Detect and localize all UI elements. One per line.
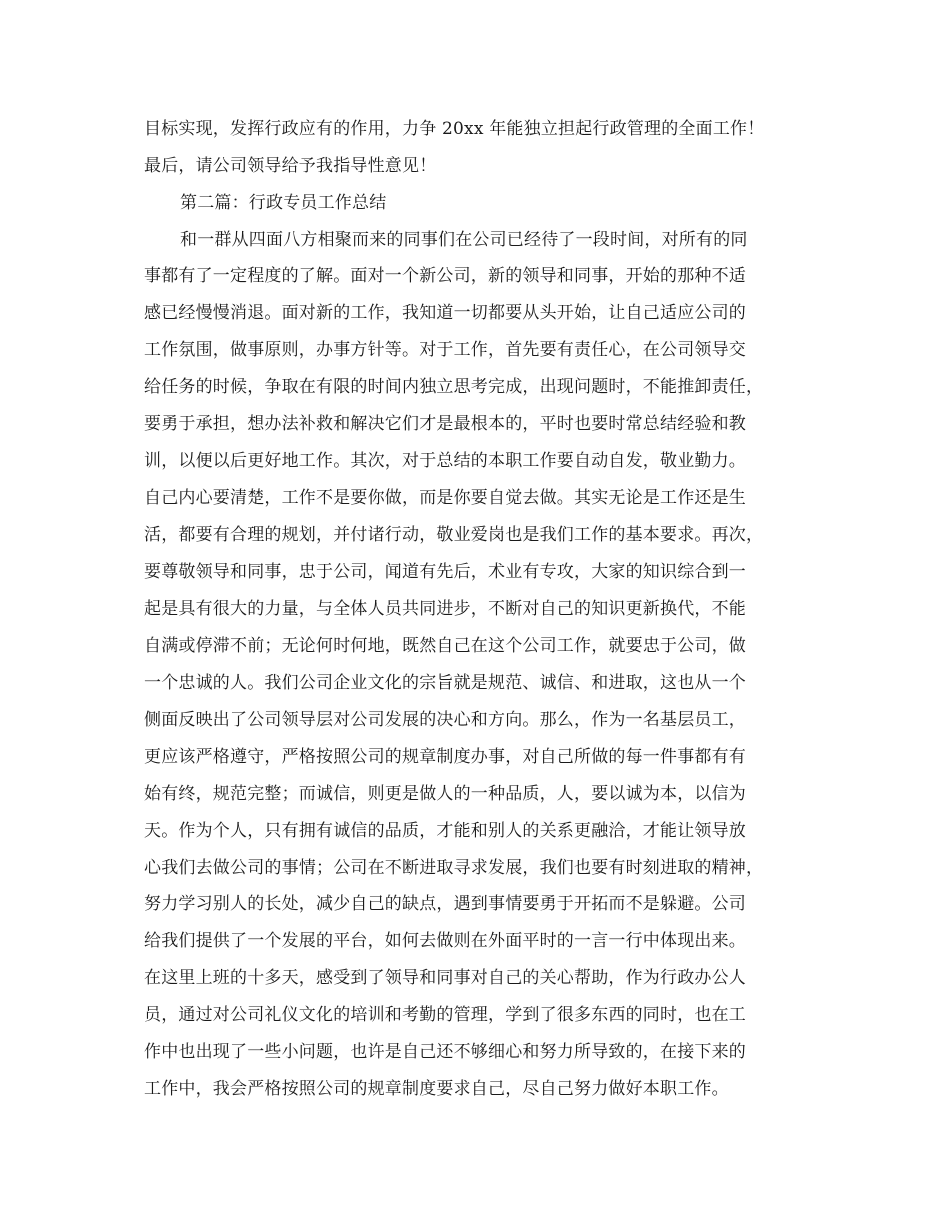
text-line: 要尊敬领导和同事，忠于公司，闻道有先后，术业有专攻，大家的知识综合到一 — [144, 562, 746, 582]
text-line: 自己内心要清楚，工作不是要你做，而是你要自觉去做。其实无论是工作还是生 — [144, 488, 746, 508]
text-line: 工作中，我会严格按照公司的规章制度要求自己，尽自己努力做好本职工作。 — [144, 1079, 729, 1099]
text-line: 要勇于承担，想办法补救和解决它们才是最根本的，平时也要时常总结经验和教 — [144, 414, 746, 434]
text-line: 一个忠诚的人。我们公司企业文化的宗旨就是规范、诚信、和进取，这也从一个 — [144, 673, 746, 693]
text-line: 始有终，规范完整；而诚信，则更是做人的一种品质，人，要以诚为本，以信为 — [144, 784, 746, 804]
text-line: 在这里上班的十多天，感受到了领导和同事对自己的关心帮助，作为行政办公人 — [144, 968, 746, 988]
text-line: 感已经慢慢消退。面对新的工作，我知道一切都要从头开始，让自己适应公司的 — [144, 303, 746, 323]
text-line: 努力学习别人的长处，减少自己的缺点，遇到事情要勇于开拓而不是躲避。公司 — [144, 894, 746, 914]
text-line: 侧面反映出了公司领导层对公司发展的决心和方向。那么，作为一名基层员工， — [144, 710, 746, 730]
text-line: 员，通过对公司礼仪文化的培训和考勤的管理，学到了很多东西的同时，也在工 — [144, 1005, 746, 1025]
text-line: 最后，请公司领导给予我指导性意见！ — [144, 156, 437, 176]
text-line: 起是具有很大的力量，与全体人员共同进步，不断对自己的知识更新换代，不能 — [144, 599, 746, 619]
text-line: 训，以便以后更好地工作。其次，对于总结的本职工作要自动自发，敬业勤力。 — [144, 451, 746, 471]
text-line: 活，都要有合理的规划，并付诸行动，敬业爱岗也是我们工作的基本要求。再次， — [144, 525, 764, 545]
text-line: 工作氛围，做事原则，办事方针等。对于工作，首先要有责任心，在公司领导交 — [144, 340, 746, 360]
text-line: 和一群从四面八方相聚而来的同事们在公司已经待了一段时间，对所有的同 — [180, 230, 748, 250]
text-line: 心我们去做公司的事情；公司在不断进取寻求发展，我们也要有时刻进取的精神， — [144, 858, 764, 878]
text-line: 自满或停滞不前；无论何时何地，既然自己在这个公司工作，就要忠于公司，做 — [144, 636, 746, 656]
text-line: 更应该严格遵守，严格按照公司的规章制度办事，对自己所做的每一件事都有有 — [144, 747, 746, 767]
text-line: 事都有了一定程度的了解。面对一个新公司，新的领导和同事，开始的那种不适 — [144, 266, 746, 286]
text-line: 给任务的时候，争取在有限的时间内独立思考完成，出现问题时，不能推卸责任， — [144, 377, 764, 397]
text-line: 作中也出现了一些小问题，也许是自己还不够细心和努力所导致的，在接下来的 — [144, 1042, 746, 1062]
text-line: 给我们提供了一个发展的平台，如何去做则在外面平时的一言一行中体现出来。 — [144, 931, 746, 951]
section-heading: 第二篇：行政专员工作总结 — [180, 193, 387, 213]
text-line: 天。作为个人，只有拥有诚信的品质，才能和别人的关系更融洽，才能让领导放 — [144, 821, 746, 841]
text-line: 目标实现，发挥行政应有的作用，力争 20xx 年能独立担起行政管理的全面工作！ — [144, 119, 765, 139]
